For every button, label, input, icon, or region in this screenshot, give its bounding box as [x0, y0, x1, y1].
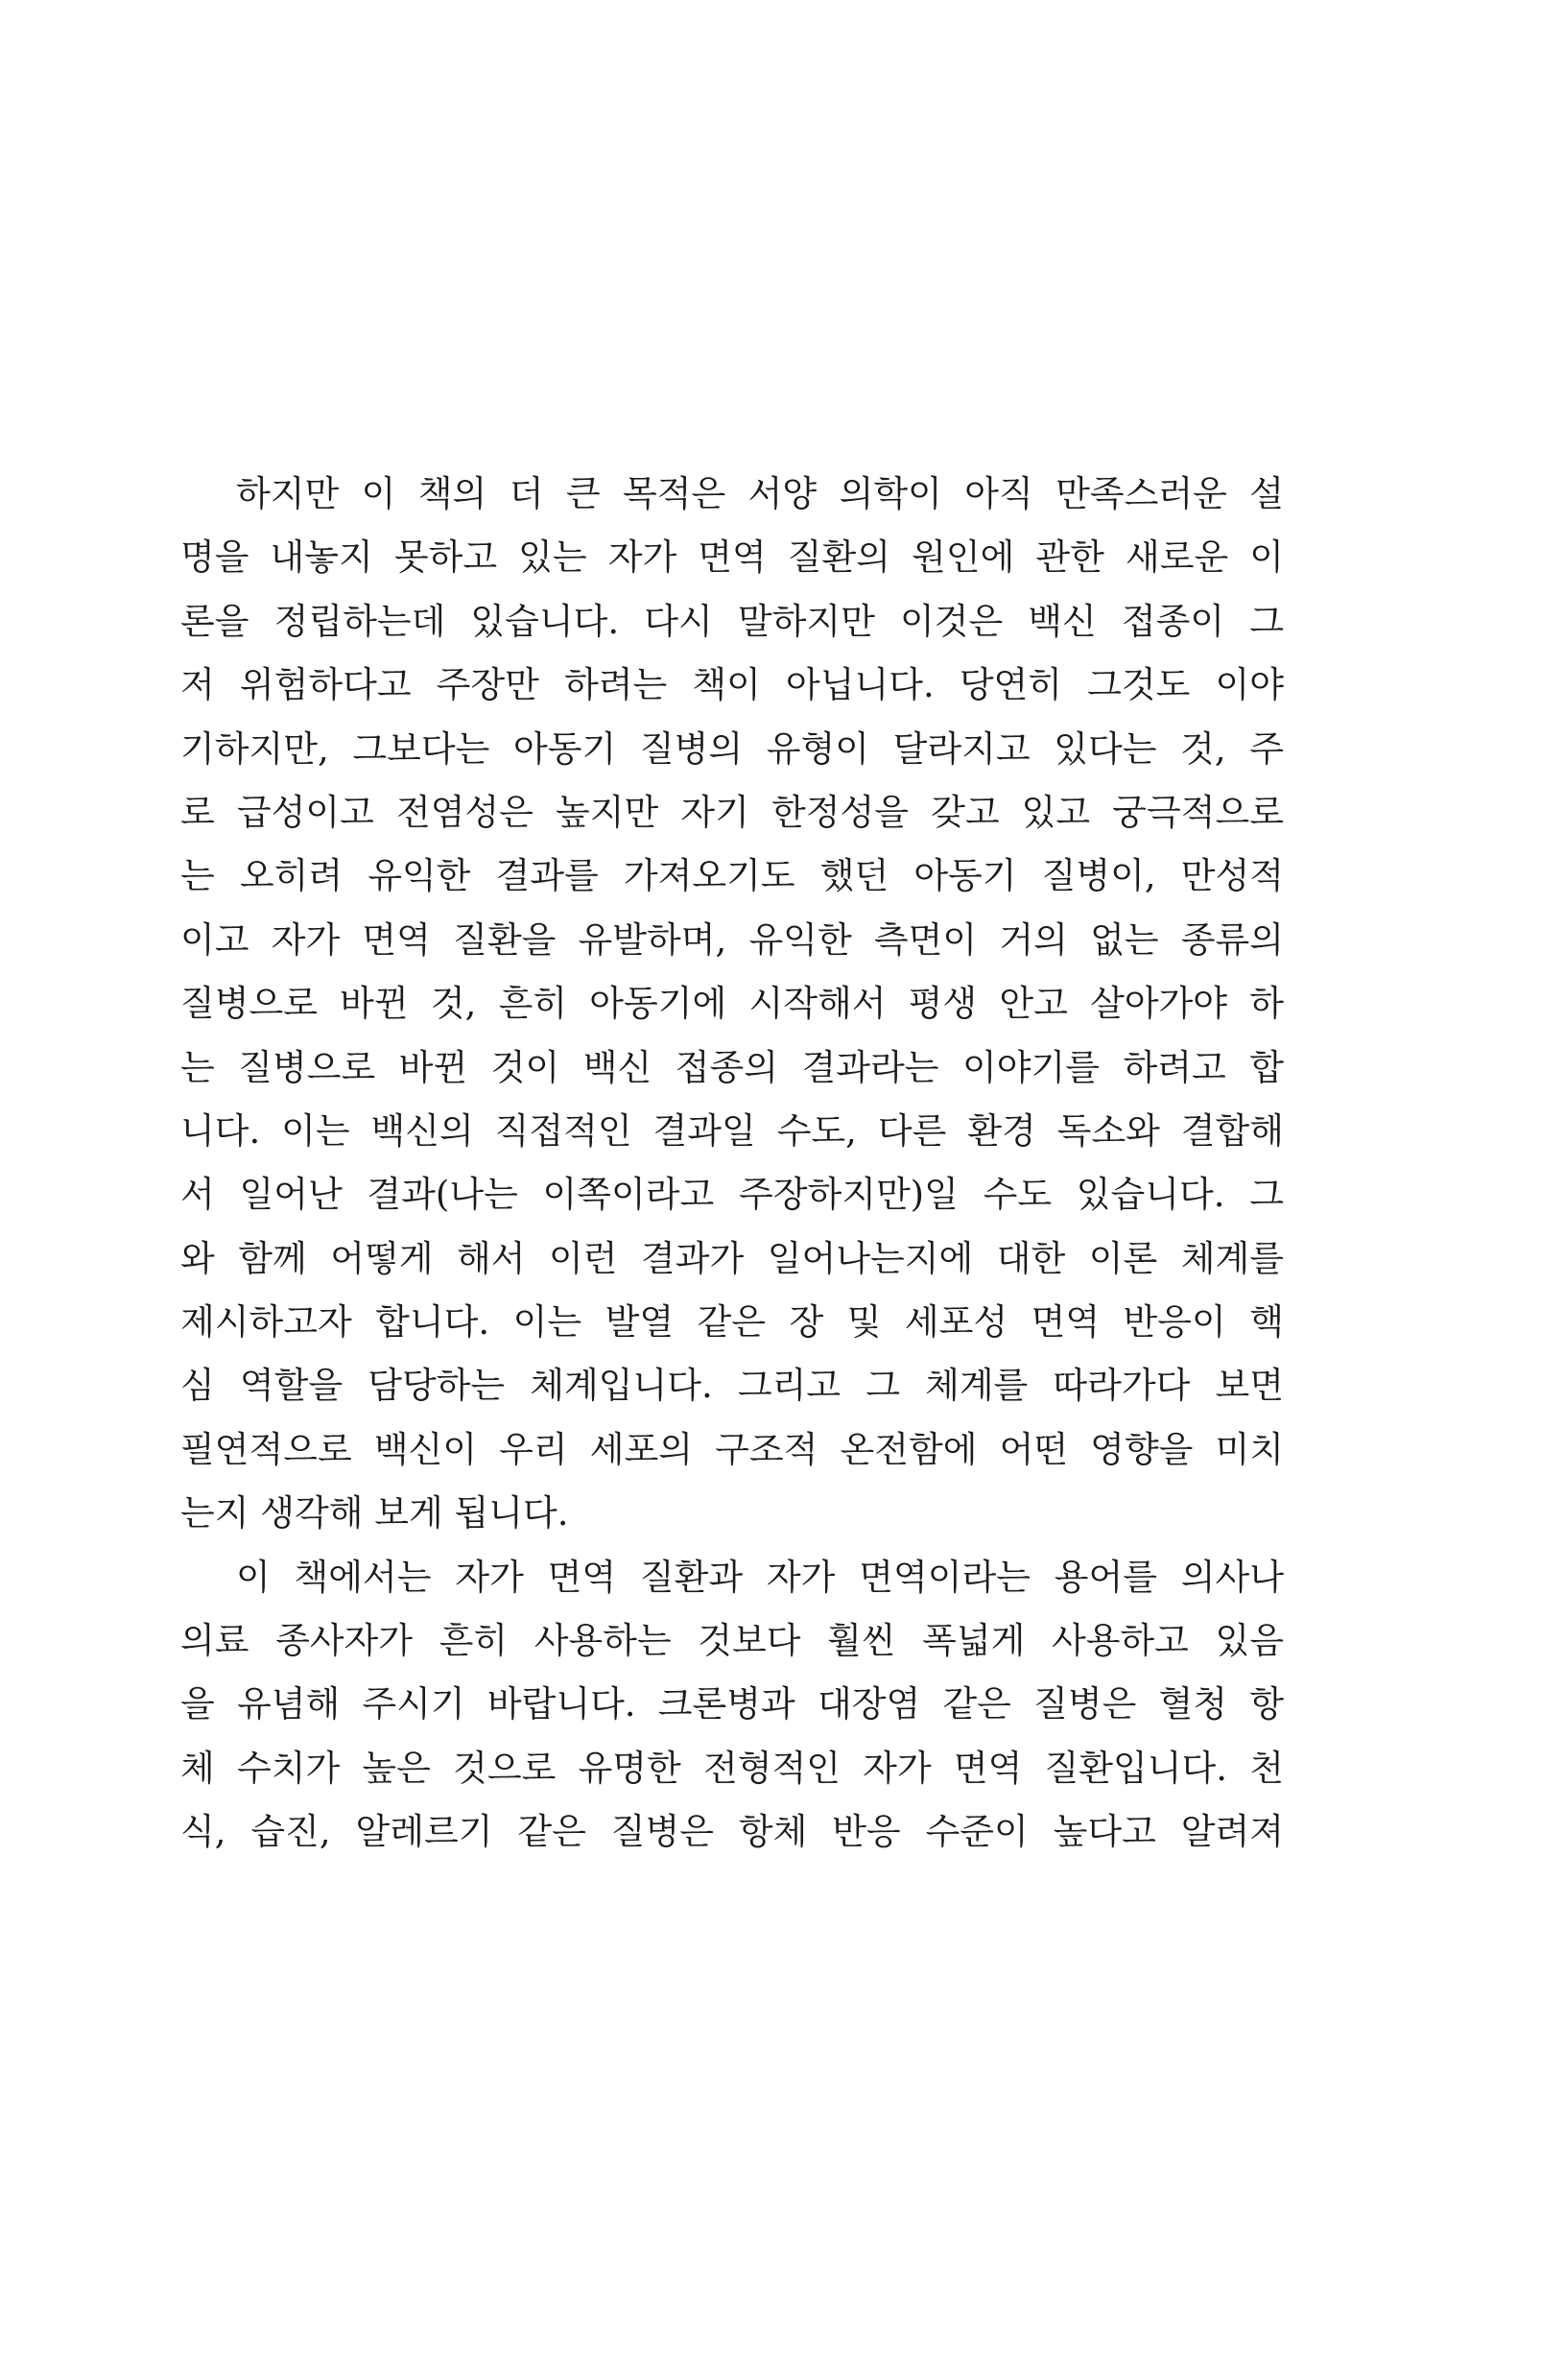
- text-line: 이 책에서는 자가 면역 질환과 자가 면역이라는 용어를 의사나: [236, 1556, 1284, 1598]
- text-line: 저 위험하다고 주장만 하려는 책이 아닙니다. 당연히 그것도 이야: [180, 664, 1284, 706]
- text-line: 을 유념해 주시기 바랍니다. 크론병과 대장염 같은 질병은 혈청 항: [180, 1683, 1284, 1726]
- text-line: 명을 내놓지 못하고 있는 자가 면역 질환의 원인에 관한 새로운 이: [180, 536, 1284, 579]
- text-line: 의료 종사자가 흔히 사용하는 것보다 훨씬 폭넓게 사용하고 있음: [180, 1620, 1284, 1662]
- text-line: 로 급성이고 전염성은 높지만 자기 한정성을 갖고 있고 궁극적으로: [180, 791, 1284, 833]
- text-line: 체 수치가 높은 것으로 유명한 전형적인 자가 면역 질환입니다. 천: [180, 1747, 1284, 1789]
- text-line: 는 질병으로 바뀐 것이 백신 접종의 결과라는 이야기를 하려고 합: [180, 1046, 1284, 1088]
- body-text: [180, 463, 1284, 1865]
- text-line: 심 역할을 담당하는 체계입니다. 그리고 그 체계를 따라가다 보면: [180, 1365, 1284, 1407]
- text-line: 서 일어난 결과(나는 이쪽이라고 주장하지만)일 수도 있습니다. 그: [180, 1174, 1284, 1216]
- text-line: 필연적으로 백신이 우리 세포의 구조적 온전함에 어떤 영향을 미치: [180, 1428, 1284, 1470]
- text-line: 론을 정립하는데 있습니다. 다시 말하지만 이것은 백신 접종이 그: [180, 600, 1284, 642]
- paragraph-1: [180, 463, 1284, 1546]
- paragraph-2: [180, 1546, 1284, 1865]
- text-line: 는지 생각해 보게 됩니다.: [180, 1492, 569, 1535]
- text-line: 제시하고자 합니다. 이는 발열 같은 장 및 세포성 면역 반응이 핵: [180, 1301, 1284, 1344]
- text-line: 질병으로 바뀐 것, 흔히 아동기에 시작해서 평생 안고 살아가야 하: [180, 983, 1284, 1025]
- text-line: 이고 자가 면역 질환을 유발하며, 유익한 측면이 거의 없는 종류의: [180, 918, 1284, 961]
- text-line: 식, 습진, 알레르기 같은 질병은 항체 반응 수준이 높다고 알려져: [180, 1811, 1284, 1853]
- text-line: 와 함께 어떻게 해서 이런 결과가 일어나는지에 대한 이론 체계를: [180, 1237, 1284, 1279]
- text-line: 니다. 이는 백신의 직접적인 결과일 수도, 다른 환경 독소와 결합해: [180, 1109, 1284, 1152]
- text-line: 하지만 이 책의 더 큰 목적은 서양 의학이 아직 만족스러운 설: [236, 473, 1284, 514]
- text-line: 는 오히려 유익한 결과를 가져오기도 했던 아동기 질병이, 만성적: [180, 855, 1284, 897]
- text-line: 기하지만, 그보다는 아동기 질병의 유형이 달라지고 있다는 것, 주: [180, 727, 1284, 770]
